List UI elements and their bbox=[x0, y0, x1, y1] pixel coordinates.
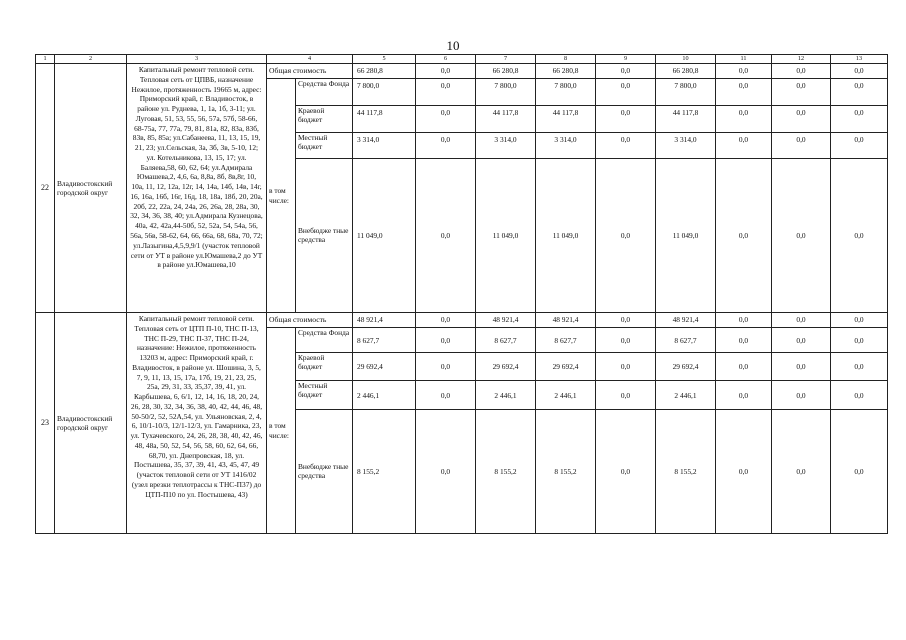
value-cell: 66 280,8 bbox=[476, 64, 536, 79]
value-cell: 3 314,0 bbox=[536, 133, 596, 159]
value-cell: 0,0 bbox=[716, 353, 772, 381]
in-that-number-label: в том числе: bbox=[267, 328, 296, 534]
value-cell: 0,0 bbox=[596, 159, 656, 313]
value-cell: 44 117,8 bbox=[656, 106, 716, 133]
value-cell: 48 921,4 bbox=[656, 313, 716, 328]
value-cell: 0,0 bbox=[831, 410, 888, 534]
column-number: 6 bbox=[416, 55, 476, 64]
value-cell: 0,0 bbox=[772, 328, 831, 353]
value-cell: 0,0 bbox=[416, 133, 476, 159]
value-cell: 0,0 bbox=[416, 313, 476, 328]
value-cell: 0,0 bbox=[596, 64, 656, 79]
column-number: 7 bbox=[476, 55, 536, 64]
value-cell: 29 692,4 bbox=[476, 353, 536, 381]
value-cell: 2 446,1 bbox=[656, 381, 716, 410]
value-cell: 11 049,0 bbox=[353, 159, 416, 313]
value-cell: 0,0 bbox=[416, 106, 476, 133]
row-index: 22 bbox=[36, 64, 55, 313]
column-number: 13 bbox=[831, 55, 888, 64]
value-cell: 0,0 bbox=[772, 64, 831, 79]
total-cost-label: Общая стоимость bbox=[267, 313, 353, 328]
value-cell: 8 627,7 bbox=[476, 328, 536, 353]
column-number: 11 bbox=[716, 55, 772, 64]
regional-budget-label: Краевой бюджет bbox=[296, 106, 353, 133]
value-cell: 48 921,4 bbox=[536, 313, 596, 328]
page-number: 10 bbox=[446, 38, 460, 53]
value-cell: 0,0 bbox=[831, 79, 888, 106]
project-description: Капитальный ремонт тепловой сети. Тепловая сеть от ЦТП П-10, ТНС П-13, ТНС П-29, ТНС П-37, ТНС П-24, назначение: Нежилое, протяженность 13203 м, адрес: Приморский край, г. Владивосток, в районе ул. Шошина, 3, 5, 7, 9, 11, 13, 15, 17а, 17б, 19, 21, 23, 25, 25а, 29, 31, 33, 35,37, 39, 41, ул. Карбышева, 6, 6/1, 12, 14, 16, 18, 20, 24, 26, 28, 30, 32, 34, 36, 38, 40, 42, 44, 46, 48, 50-50/2, 52, 52А,54, ул. Ульяновская, 2, 4, 6, 10/1-10/3, 12/1-12/3, ул. Гамарника, 23, ул. Тухачевского, 24, 26, 28, 38, 40, 42, 46, 48, 48а, 50, 52, 54, 56, 58, 60, 62, 64, 66, 68,70, ул. Днепровская, 18, ул. Постышева, 35, 37, 39, 41, 43, 45, 47, 49 (участок тепловой сети от УТ 1416/02 (узел врезки теплотрассы к ТНС-П37) до ЦТП-П10 по ул. Постышева, 43) bbox=[127, 313, 267, 534]
value-cell: 11 049,0 bbox=[476, 159, 536, 313]
value-cell: 0,0 bbox=[772, 410, 831, 534]
value-cell: 0,0 bbox=[596, 106, 656, 133]
value-cell: 0,0 bbox=[716, 410, 772, 534]
value-cell: 66 280,8 bbox=[536, 64, 596, 79]
value-cell: 0,0 bbox=[772, 353, 831, 381]
value-cell: 44 117,8 bbox=[536, 106, 596, 133]
value-cell: 8 155,2 bbox=[353, 410, 416, 534]
value-cell: 0,0 bbox=[596, 79, 656, 106]
regional-budget-label: Краевой бюджет bbox=[296, 353, 353, 381]
value-cell: 0,0 bbox=[416, 79, 476, 106]
total-cost-label: Общая стоимость bbox=[267, 64, 353, 79]
value-cell: 0,0 bbox=[416, 159, 476, 313]
value-cell: 0,0 bbox=[416, 353, 476, 381]
row-index: 23 bbox=[36, 313, 55, 534]
in-that-number-label: в том числе: bbox=[267, 79, 296, 313]
value-cell: 8 627,7 bbox=[353, 328, 416, 353]
local-budget-label: Местный бюджет bbox=[296, 381, 353, 410]
value-cell: 7 800,0 bbox=[656, 79, 716, 106]
column-number: 2 bbox=[55, 55, 127, 64]
value-cell: 11 049,0 bbox=[656, 159, 716, 313]
column-number: 9 bbox=[596, 55, 656, 64]
value-cell: 0,0 bbox=[596, 410, 656, 534]
value-cell: 7 800,0 bbox=[476, 79, 536, 106]
value-cell: 0,0 bbox=[831, 64, 888, 79]
value-cell: 0,0 bbox=[772, 133, 831, 159]
value-cell: 66 280,8 bbox=[656, 64, 716, 79]
value-cell: 11 049,0 bbox=[536, 159, 596, 313]
value-cell: 44 117,8 bbox=[476, 106, 536, 133]
value-cell: 0,0 bbox=[831, 159, 888, 313]
value-cell: 0,0 bbox=[831, 106, 888, 133]
value-cell: 0,0 bbox=[416, 328, 476, 353]
column-number-row bbox=[36, 55, 888, 64]
value-cell: 0,0 bbox=[716, 313, 772, 328]
value-cell: 0,0 bbox=[416, 381, 476, 410]
value-cell: 0,0 bbox=[772, 381, 831, 410]
value-cell: 0,0 bbox=[596, 328, 656, 353]
funding-table bbox=[35, 54, 888, 534]
value-cell: 29 692,4 bbox=[353, 353, 416, 381]
value-cell: 0,0 bbox=[716, 328, 772, 353]
table-row bbox=[36, 313, 888, 328]
value-cell: 0,0 bbox=[772, 79, 831, 106]
value-cell: 48 921,4 bbox=[476, 313, 536, 328]
value-cell: 0,0 bbox=[596, 353, 656, 381]
value-cell: 0,0 bbox=[772, 313, 831, 328]
value-cell: 8 627,7 bbox=[536, 328, 596, 353]
value-cell: 0,0 bbox=[716, 106, 772, 133]
value-cell: 3 314,0 bbox=[476, 133, 536, 159]
column-number: 5 bbox=[353, 55, 416, 64]
column-number: 3 bbox=[127, 55, 267, 64]
value-cell: 0,0 bbox=[831, 328, 888, 353]
value-cell: 7 800,0 bbox=[353, 79, 416, 106]
value-cell: 8 155,2 bbox=[476, 410, 536, 534]
local-budget-label: Местный бюджет bbox=[296, 133, 353, 159]
value-cell: 0,0 bbox=[596, 133, 656, 159]
fund-label: Средства Фонда bbox=[296, 328, 353, 353]
region-name: Владивостокский городской округ bbox=[55, 64, 127, 313]
value-cell: 3 314,0 bbox=[353, 133, 416, 159]
value-cell: 7 800,0 bbox=[536, 79, 596, 106]
value-cell: 3 314,0 bbox=[656, 133, 716, 159]
value-cell: 2 446,1 bbox=[536, 381, 596, 410]
extra-budget-label: Внебюдже тные средства bbox=[296, 159, 353, 313]
value-cell: 0,0 bbox=[716, 381, 772, 410]
value-cell: 66 280,8 bbox=[353, 64, 416, 79]
column-number: 10 bbox=[656, 55, 716, 64]
value-cell: 0,0 bbox=[716, 64, 772, 79]
value-cell: 0,0 bbox=[831, 313, 888, 328]
value-cell: 0,0 bbox=[716, 159, 772, 313]
value-cell: 0,0 bbox=[831, 133, 888, 159]
value-cell: 44 117,8 bbox=[353, 106, 416, 133]
value-cell: 29 692,4 bbox=[536, 353, 596, 381]
value-cell: 0,0 bbox=[716, 133, 772, 159]
value-cell: 48 921,4 bbox=[353, 313, 416, 328]
column-number: 1 bbox=[36, 55, 55, 64]
column-number: 8 bbox=[536, 55, 596, 64]
column-number: 4 bbox=[267, 55, 353, 64]
value-cell: 29 692,4 bbox=[656, 353, 716, 381]
value-cell: 0,0 bbox=[772, 159, 831, 313]
table-row bbox=[36, 64, 888, 79]
value-cell: 2 446,1 bbox=[353, 381, 416, 410]
value-cell: 0,0 bbox=[831, 353, 888, 381]
value-cell: 0,0 bbox=[596, 313, 656, 328]
extra-budget-label: Внебюдже тные средства bbox=[296, 410, 353, 534]
value-cell: 0,0 bbox=[416, 410, 476, 534]
value-cell: 0,0 bbox=[596, 381, 656, 410]
value-cell: 0,0 bbox=[716, 79, 772, 106]
value-cell: 0,0 bbox=[831, 381, 888, 410]
value-cell: 0,0 bbox=[416, 64, 476, 79]
value-cell: 2 446,1 bbox=[476, 381, 536, 410]
fund-label: Средства Фонда bbox=[296, 79, 353, 106]
region-name: Владивостокский городской округ bbox=[55, 313, 127, 534]
value-cell: 0,0 bbox=[772, 106, 831, 133]
value-cell: 8 155,2 bbox=[656, 410, 716, 534]
value-cell: 8 627,7 bbox=[656, 328, 716, 353]
value-cell: 8 155,2 bbox=[536, 410, 596, 534]
column-number: 12 bbox=[772, 55, 831, 64]
project-description: Капитальный ремонт тепловой сети. Тепловая сеть от ЦПВБ, назначение Нежилое, протяженность 19665 м, адрес: Приморский край, г. Владивосток, в районе ул. Руднева, 1, 1а, 1б, 3-11; ул. Луговая, 51, 53, 55, 56, 57а, 57б, 58-66, 68-75а, 77, 77а, 79, 81, 81а, 82, 83а, 83б, 83в, 85, 85а; ул.Сабанеева, 11, 13, 15, 19, 21, 23; ул.Сельская, 3а, 3б, 3в, 5-10, 12; ул. Котельникова, 13, 15, 17; ул. Баляева,58, 60, 62, 64; ул.Адмирала Юмашева,2, 4,6, 6а, 8,8а, 8б, 8в,8г, 10, 10а, 11, 12, 12а, 12г, 14, 14а, 14б, 14в, 14г, 16, 16а, 16б, 16г, 16д, 18, 18а, 18б, 20, 20а, 20б, 22, 22а, 24, 24а, 26, 26а, 28, 28а, 30, 32, 34, 36, 38, 40; ул.Адмирала Кузнецова, 40а, 42, 42а,44-50б, 52, 52а, 54, 54а, 56, 56а, 56в, 58-62, 64, 66, 66а, 68, 68а, 70, 72; ул.Лазыгина,4,5,9,9/1 (участок тепловой сети от УТ в районе ул.Юмашева,2 до УТ в районе ул.Юмашева,10 bbox=[127, 64, 267, 313]
